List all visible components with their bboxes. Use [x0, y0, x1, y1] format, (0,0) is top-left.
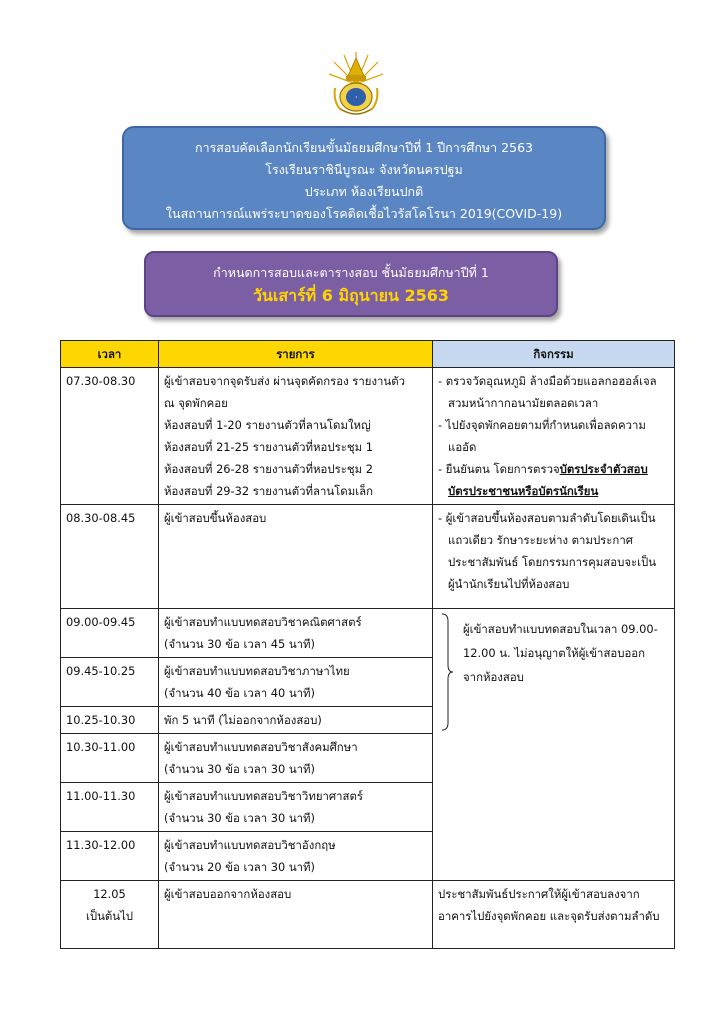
exam-subject: ผู้เข้าสอบทำแบบทดสอบวิชาภาษาไทย	[164, 664, 350, 678]
exam-detail: (จำนวน 30 ข้อ เวลา 30 นาที)	[164, 811, 316, 825]
exam-detail: (จำนวน 20 ข้อ เวลา 30 นาที)	[164, 860, 316, 874]
header-item: รายการ	[159, 341, 433, 368]
title-banner	[122, 126, 606, 230]
item-cell: พัก 5 นาที (ไม่ออกจากห้องสอบ)	[159, 707, 433, 734]
exam-date: วันเสาร์ที่ 6 มิถุนายน 2563	[252, 286, 450, 305]
activity-prefix: - ยืนยันตน โดยการตรวจ	[438, 462, 560, 476]
time-cell: 10.25-10.30	[61, 707, 159, 734]
schedule-title: กำหนดการสอบและตารางสอบ ชั้นมัธยมศึกษาปีที่ 1	[213, 265, 489, 280]
exam-subject: ผู้เข้าสอบทำแบบทดสอบวิชาอังกฤษ	[164, 838, 336, 852]
title-line-2: โรงเรียนราชินีบูรณะ จังหวัดนครปฐม	[265, 162, 463, 177]
exam-detail: (จำนวน 30 ข้อ เวลา 45 นาที)	[164, 637, 316, 651]
table-row	[61, 505, 675, 609]
exam-card-text: บัตรประจำตัวสอบ	[559, 462, 648, 476]
activity-cell	[433, 368, 675, 505]
activity-text	[438, 458, 669, 502]
item-line: ห้องสอบที่ 29-32 รายงานตัวที่ลานโดมเล็ก	[164, 484, 373, 498]
exam-subject: ผู้เข้าสอบทำแบบทดสอบวิชาสังคมศึกษา	[164, 740, 358, 754]
time-cell: 09.45-10.25	[61, 658, 159, 707]
item-cell	[159, 832, 433, 881]
item-line: ห้องสอบที่ 21-25 รายงานตัวที่หอประชุม 1	[164, 440, 373, 454]
item-line: ผู้เข้าสอบจากจุดรับส่ง ผ่านจุดคัดกรอง รายงานตัว	[164, 374, 406, 388]
header-activity: กิจกรรม	[433, 341, 675, 368]
item-line: ห้องสอบที่ 26-28 รายงานตัวที่หอประชุม 2	[164, 462, 373, 476]
time-cell: 11.00-11.30	[61, 783, 159, 832]
activity-cell	[433, 505, 675, 609]
time-cell	[61, 881, 159, 949]
activity-text: - ผู้เข้าสอบขึ้นห้องสอบตามลำดับโดยเดินเป็นแถวเดียว รักษาระยะห่าง ตามประกาศประชาสัมพันธ์ โดยกรรมการคุมสอบจะเป็นผู้นำนักเรียนไปที่ห้องสอบ	[438, 511, 657, 591]
time-cell: 10.30-11.00	[61, 734, 159, 783]
item-cell	[159, 368, 433, 505]
schedule-table	[60, 340, 675, 949]
schedule-banner	[144, 251, 558, 317]
item-cell: ผู้เข้าสอบออกจากห้องสอบ	[159, 881, 433, 949]
time-cell: 09.00-09.45	[61, 609, 159, 658]
svg-text:ᐧ: ᐧ	[354, 93, 358, 104]
activity-text: - ไปยังจุดพักคอยตามที่กำหนดเพื่อลดความแออัด	[438, 418, 646, 454]
exam-note-cell	[433, 609, 675, 881]
table-header-row	[61, 341, 675, 368]
item-cell	[159, 734, 433, 783]
time-line: เป็นต้นไป	[85, 909, 134, 923]
activity-text: - ตรวจวัดอุณหภูมิ ล้างมือด้วยแอลกอฮอล์เจล สวมหน้ากากอนามัยตลอดเวลา	[438, 374, 657, 410]
item-cell	[159, 658, 433, 707]
title-line-4: ในสถานการณ์แพร่ระบาดของโรคติดเชื้อไวรัสโคโรนา 2019(COVID-19)	[165, 206, 563, 221]
table-row	[61, 368, 675, 505]
item-cell	[159, 609, 433, 658]
exam-note: ผู้เข้าสอบทำแบบทดสอบในเวลา 09.00-12.00 น. ไม่อนุญาตให้ผู้เข้าสอบออกจากห้องสอบ	[463, 622, 658, 684]
item-line: ณ จุดพักคอย	[164, 396, 228, 410]
time-cell: 08.30-08.45	[61, 505, 159, 609]
item-cell	[159, 783, 433, 832]
header-time: เวลา	[61, 341, 159, 368]
table-row	[61, 609, 675, 658]
exam-subject: ผู้เข้าสอบทำแบบทดสอบวิชาวิทยาศาสตร์	[164, 789, 364, 803]
title-line-3: ประเภท ห้องเรียนปกติ	[304, 184, 424, 199]
table-row	[61, 881, 675, 949]
title-line-1: การสอบคัดเลือกนักเรียนขั้นมัธยมศึกษาปีที่ 1 ปีการศึกษา 2563	[195, 140, 533, 155]
activity-cell: ประชาสัมพันธ์ประกาศให้ผู้เข้าสอบลงจากอาคารไปยังจุดพักคอย และจุดรับส่งตามลำดับ	[433, 881, 675, 949]
exam-detail: (จำนวน 40 ข้อ เวลา 40 นาที)	[164, 686, 316, 700]
item-cell: ผู้เข้าสอบขึ้นห้องสอบ	[159, 505, 433, 609]
time-line: 12.05	[93, 887, 126, 901]
school-emblem-icon	[327, 50, 385, 120]
id-card-text: บัตรประชาชนหรือบัตรนักเรียน	[448, 484, 599, 498]
brace-icon	[441, 613, 453, 731]
time-cell: 07.30-08.30	[61, 368, 159, 505]
exam-detail: (จำนวน 30 ข้อ เวลา 30 นาที)	[164, 762, 316, 776]
item-line: ห้องสอบที่ 1-20 รายงานตัวที่ลานโดมใหญ่	[164, 418, 371, 432]
time-cell: 11.30-12.00	[61, 832, 159, 881]
exam-subject: ผู้เข้าสอบทำแบบทดสอบวิชาคณิตศาสตร์	[164, 615, 362, 629]
